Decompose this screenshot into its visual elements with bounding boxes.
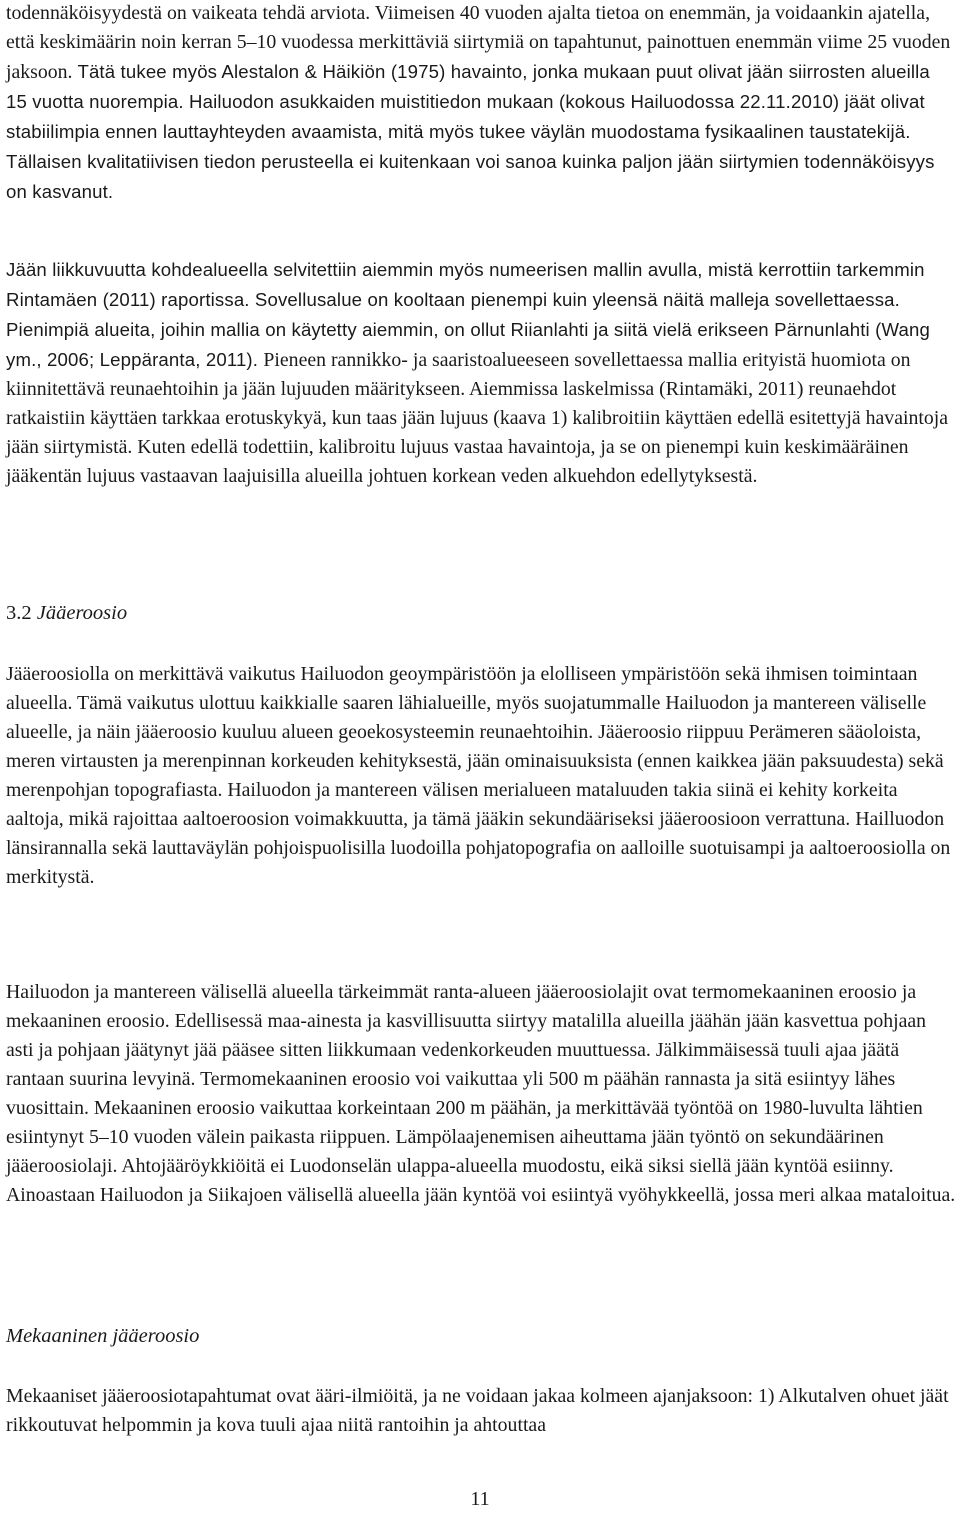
paragraph-ice-displacement-history (6, 0, 956, 207)
section-title: Jääeroosio (36, 602, 128, 624)
paragraph-run: Hailuodon ja mantereen välisellä alueella tärkeimmät ranta-alueen jääeroosiolajit ovat termomekaaninen eroosio ja mekaaninen eroosio. Edellisessä maa-ainesta ja kasvillisuutta siirtyy matalilla alueilla jäähän jään kasvettua pohjaan asti ja pohjaan jäätynyt jää pääsee sitten liikkumaan vedenkorkeuden muuttuessa. Jälkimmäisessä tuuli ajaa jäätä rantaan suurina levyinä. Termomekaaninen eroosio voi vaikuttaa yli 500 m päähän rannasta ja sitä esiintyy lähes vuosittain. Mekaaninen eroosio vaikuttaa korkeintaan 200 m päähän, ja merkittävää työntöä on 1980-luvulta lähtien esiintynyt 5–10 vuoden välein paikasta riippuen. Lämpölaajenemisen aiheuttama jään työntö on sekundäärinen jääeroosiolaji. Ahtojääröykkiöitä ei Luodonselän ulappa-alueella muodostu, eikä siksi siellä jään kyntöä esiinny. Ainoastaan Hailuodon ja Siikajoen välisellä alueella jään kyntöä voi esiintyä vyöhykkeellä, jossa meri alkaa mataloitua. (6, 981, 956, 1206)
paragraph-run: Jään liikkuvuutta kohdealueella selvitettiin aiemmin myös numeerisen mallin avulla, mistä kerrottiin tarkemmin Rintamäen (2011) raportissa. Sovellusalue on kooltaan pienempi kuin yleensä näitä malleja sovellettaessa. Pienimpiä alueita, joihin mallia on käytetty aiemmin, on ollut Riianlahti ja siitä vielä erikseen Pärnunlahti (Wang ym., 2006; Leppäranta, 2011). (6, 259, 930, 370)
section-number: 3.2 (6, 602, 32, 624)
paragraph-ice-erosion-effects (6, 660, 956, 892)
paragraph-run: Pieneen rannikko- ja saaristoalueeseen sovellettaessa mallia erityistä huomiota on kiinnitettävä reunaehtoihin ja jään lujuuden määritykseen. Aiemmissa laskelmissa (Rintamäki, 2011) reunaehdot ratkaistiin käyttäen tarkkaa erotuskykyä, kun taas jään lujuus (kaava 1) kalibroitiin käyttäen edellä esitettyjä havaintoja jään siirtymistä. Kuten edellä todettiin, kalibroitu lujuus vastaa havaintoja, ja se on pienempi kuin keskimääräinen jääkentän lujuus vastaavan laajuisilla alueilla johtuen korkean veden alkuehdon edellytyksestä. (6, 349, 949, 487)
section-heading (6, 602, 127, 625)
sub-heading: Mekaaninen jääeroosio (6, 1325, 200, 1347)
paragraph-run: Tätä tukee myös Alestalon & Häikiön (1975) havainto, jonka mukaan puut olivat jään siirrosten alueilla 15 vuotta nuorempia. Hailuodon asukkaiden muistitiedon mukaan (kokous Hailuodossa 22.11.2010) jäät olivat stabiilimpia ennen lauttayhteyden avaamista, mitä myös tukee väylän muodostama fysikaalinen taustatekijä. Tällaisen kvalitatiivisen tiedon perusteella ei kuitenkaan voi sanoa kuinka paljon jään siirtymien todennäköisyys on kasvanut. (6, 61, 935, 202)
paragraph-erosion-types (6, 978, 956, 1210)
paragraph-run: todennäköisyydestä on vaikeata tehdä arviota. Viimeisen 40 vuoden ajalta tietoa on enemmän, ja voidaankin ajatella, että keskimäärin noin kerran 5–10 vuodessa merkittäviä siirtymiä on tapahtunut, painottuen enemmän viime 25 vuoden jaksoon. (6, 2, 951, 83)
paragraph-mechanical-erosion-events (6, 1382, 956, 1440)
paragraph-ice-mobility-model (6, 255, 956, 491)
paragraph-run: Jääeroosiolla on merkittävä vaikutus Hailuodon geoympäristöön ja elolliseen ympäristöön sekä ihmisen toimintaan alueella. Tämä vaikutus ulottuu kaikkialle saaren lähialueille, myös suojatummalle Hailuodon ja mantereen väliselle alueelle, ja näin jääeroosio kuuluu alueen geoekosysteemin reunaehtoihin. Jääeroosio riippuu Perämeren sääoloista, meren virtausten ja merenpinnan korkeuden kehityksestä, jään ominaisuuksista (ennen kaikkea jään paksuudesta) sekä merenpohjan topografiasta. Hailuodon ja mantereen välisen merialueen mataluuden takia siinä ei kehity korkeita aaltoja, mikä rajoittaa aaltoeroosion voimakkuutta, ja tämä jääkin sekundääriseksi jääeroosioon verrattuna. Hailluodon länsirannalla sekä lauttaväylän pohjoispuolisilla luodoilla pohjatopografia on aalloille suotuisampi ja aaltoeroosiolla on merkitystä. (6, 663, 951, 888)
page-number: 11 (470, 1488, 490, 1510)
paragraph-run: Mekaaniset jääeroosiotapahtumat ovat ääri-ilmiöitä, ja ne voidaan jakaa kolmeen ajanjaksoon: 1) Alkutalven ohuet jäät rikkoutuvat helpommin ja kova tuuli ajaa niitä rantoihin ja ahtouttaa (6, 1385, 949, 1436)
